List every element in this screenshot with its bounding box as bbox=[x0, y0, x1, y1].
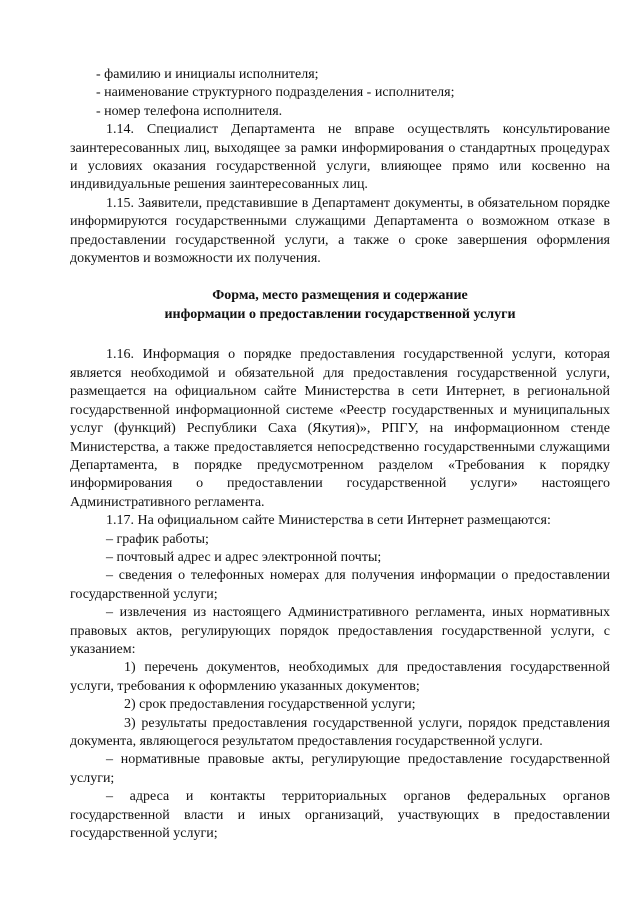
sub-item-1: 1) перечень документов, необходимых для предоставления государственной услуги, требования к оформлению указанных документов; bbox=[70, 660, 610, 694]
paragraph-1-14: 1.14. Специалист Департамента не вправе осуществлять консультирование заинтересованных лиц, выходящее за рамки информирования о стандартных процедурах и условиях оказания государственной услуги, влияющее прямо или косвенно на индивидуальные решения заинтересованных лиц. bbox=[70, 122, 610, 193]
list-item-schedule: – график работы; bbox=[106, 531, 209, 547]
sub-item-3: 3) результаты предоставления государственной услуги, порядок представления документа, являющегося результатом предоставления государственной услуги. bbox=[70, 715, 610, 749]
list-item-executor-name: - фамилию и инициалы исполнителя; bbox=[96, 67, 319, 82]
list-item-executor-department: - наименование структурного подразделения - исполнителя; bbox=[96, 85, 455, 101]
document-page bbox=[70, 66, 610, 843]
list-item-territorial-bodies: – адреса и контакты территориальных органов федеральных органов государственной власти и иных организаций, участвующих в предоставлении государственной услуги; bbox=[70, 789, 610, 842]
list-item-executor-phone: - номер телефона исполнителя. bbox=[96, 103, 283, 119]
list-item-addresses: – почтовый адрес и адрес электронной почты; bbox=[106, 549, 382, 565]
paragraph-1-17: 1.17. На официальном сайте Министерства в сети Интернет размещаются: bbox=[106, 513, 551, 529]
list-item-normative-acts: – нормативные правовые акты, регулирующие предоставление государственной услуги; bbox=[70, 752, 610, 786]
section-heading-line-1: Форма, место размещения и содержание bbox=[212, 288, 468, 304]
section-heading-line-2: информации о предоставлении государственной услуги bbox=[164, 307, 516, 323]
paragraph-1-15: 1.15. Заявители, представившие в Департамент документы, в обязательном порядке информируются государственными служащими Департамента о возможном отказе в предоставлении государственной услуги, а также о сроке завершения оформления документов и возможности их получения. bbox=[70, 195, 610, 267]
sub-item-2: 2) срок предоставления государственной услуги; bbox=[124, 697, 416, 713]
list-item-extracts: – извлечения из настоящего Административного регламента, иных нормативных правовых актов, регулирующих порядок предоставления государственной услуги, с указанием: bbox=[70, 605, 610, 657]
paragraph-1-16: 1.16. Информация о порядке предоставления государственной услуги, которая является необходимой и обязательной для предоставления государственной услуги, размещается на официальном сайте Министерства в сети Интернет, в региональной государственной информационной системе «Реестр государственных и муниципальных услуг (функций) Республики Саха (Якутия)», РПГУ, на информационном стенде Министерства, а также предоставляется непосредственно государственными служащими Департамента, в порядке предусмотренном разделом «Требования к порядку информирования о предоставлении государственной услуги» настоящего Административного регламента. bbox=[70, 347, 610, 510]
list-item-phones: – сведения о телефонных номерах для получения информации о предоставлении государственной услуги; bbox=[70, 568, 610, 602]
section-heading bbox=[70, 286, 610, 324]
